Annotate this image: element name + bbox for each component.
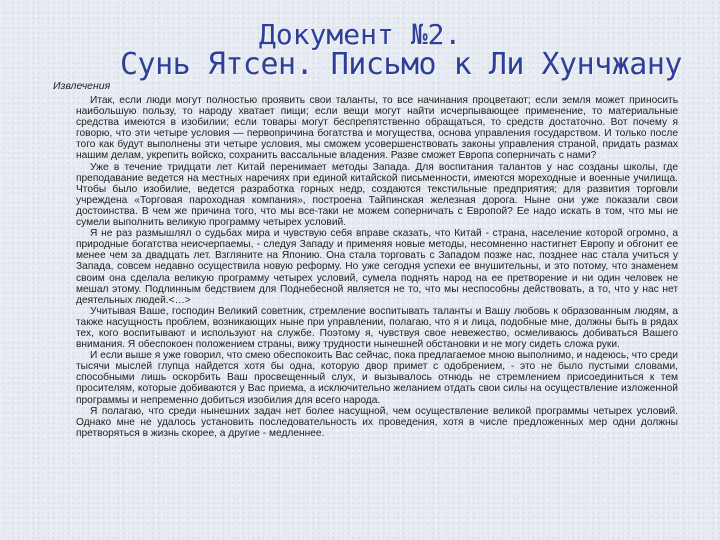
paragraph: Уже в течение тридцати лет Китай перенимает методы Запада. Для воспитания талантов у нас созданы школы, где преподавание ведется на местных наречиях при единой китайской письменности, имеются мореходные и военные училища. Чтобы было изобилие, ведется разработка горных недр, создаются текстильные предприятия; для развития торговли учреждена «Торговая пароходная компания», построена Тайпинская железная дорога. Ныне они уже показали свои достоинства. В чем же причина того, что мы все-таки не можем соперничать с Европой? Ее надо искать в том, что мы не сумели выполнить великую программу четырех условий. (76, 161, 678, 229)
paragraph: Итак, если люди могут полностью проявить свои таланты, то все начинания процветают; если земля может приносить наибольшую пользу, то народу хватает пищи; если вещи могут найти исчерпывающее применение, то материальные средства имеются в изобилии; если товары могут беспрепятственно обращаться, то средств достаточно. Вот почему я говорю, что эти четыре условия — первопричина богатства и могущества, основа управления государством. И только после того как будут выполнены эти четыре условия, мы сможем усовершенствовать законы управления страной, придать размах нашим делам, укрепить войско, сохранить вассальные владения. Разве сможет Европа соперничать с нами? (76, 95, 678, 162)
paragraph: Учитывая Ваше, господин Великий советник, стремление воспитывать таланты и Вашу любовь к образованным людям, а также насущность проблем, возникающих ныне при управлении, полагаю, что я и лица, подобные мне, должны быть в рядах тех, кого воспитывают и используют на службе. Поэтому я, чувствуя свое невежество, осмеливаюсь добиваться Вашего внимания. Я обеспокоен положением страны, вижу трудности нынешней обстановки и не могу сидеть сложа руки. (76, 305, 678, 351)
document-title: Документ №2. (259, 18, 462, 51)
paragraph: Я не раз размышлял о судьбах мира и чувствую себя вправе сказать, что Китай - страна, население которой огромно, а природные богатства неисчерпаемы, - следуя Западу и применяя новые методы, несомненно настигнет Европу и обгонит ее менее чем за двадцать лет. Взгляните на Японию. Она стала торговать с Западом позже нас, позднее нас стала учиться у Запада, совсем недавно осуществила новую реформу. Но уже сегодня успехи ее внушительны, и это потому, что знаменем своим она сделала великую программу четырех условий, сумела поднять народ на ее претворение и ни один человек не мешал этому. Подлинным бедствием для Поднебесной является не то, что мы неспособны действовать, а то, что у нас нет деятельных людей.<…> (76, 228, 678, 306)
paragraph: И если выше я уже говорил, что смею обеспокоить Вас сейчас, пока предлагаемое мною выполнимо, и надеюсь, что среди тысячи мыслей глупца найдется хотя бы одна, которую двор примет с одобрением, - это не было пустыми словами, способными лишь оскорбить Ваш просвещенный слух, и вызывалось отнюдь не стремлением присоединиться к тем просителям, которые добиваются у Вас приема, а исключительно желанием отдать свои силы на осуществление изложенной программы и непременно добиться изобилия для всего народа. (76, 350, 678, 406)
document-subtitle: Сунь Ятсен. Письмо к Ли Хунчжану (120, 47, 682, 82)
letter-body (76, 95, 678, 439)
paragraph: Я полагаю, что среди нынешних задач нет более насущной, чем осуществление великой программы четырех условий. Однако мне не удалось установить последовательность их проведения, хотя в числе предложенных мер одни должны претворяться в жизнь скорее, а другие - медленнее. (76, 405, 678, 439)
section-label: Извлечения (53, 80, 111, 92)
